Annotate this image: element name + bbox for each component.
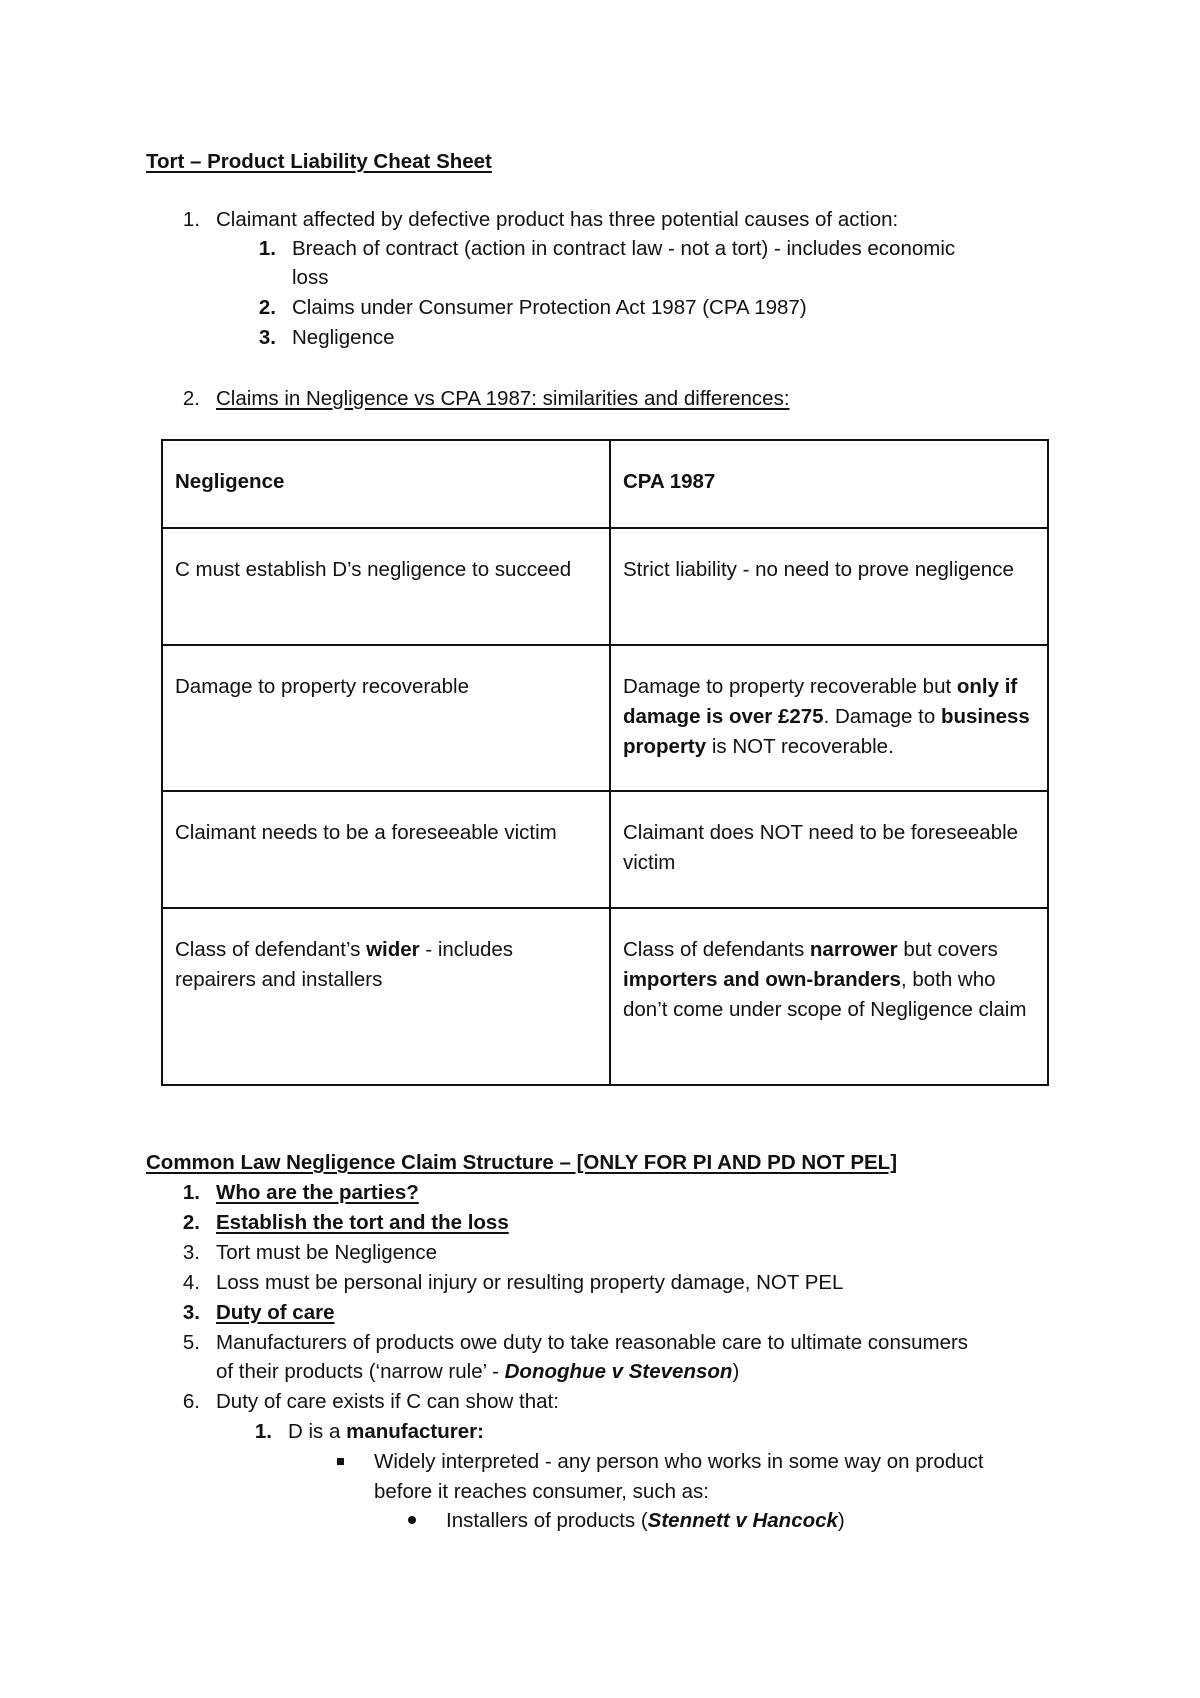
cell-negligence: Claimant needs to be a foreseeable victim: [162, 791, 610, 908]
cell-text: is NOT recoverable.: [706, 735, 894, 758]
structure-item-text: Manufacturers of products owe duty to take reasonable care to ultimate consumers: [216, 1331, 969, 1354]
sub-item-2-number: 2.: [258, 296, 276, 319]
cell-negligence: Damage to property recoverable: [162, 645, 610, 791]
section-2-text: Claims in Negligence vs CPA 1987: similarities and differences:: [216, 387, 790, 410]
structure-item-number: 3.: [182, 1241, 200, 1264]
structure-item-continuation: [216, 1357, 739, 1387]
sub-item-1-number: 1.: [258, 237, 276, 260]
sub-bullet-text: Installers of products (: [446, 1509, 648, 1532]
structure-item-text: Tort must be Negligence: [216, 1241, 438, 1264]
cell-negligence: [162, 908, 610, 1085]
sub-item-number: 1.: [254, 1420, 272, 1443]
cell-text: Class of defendant’s: [175, 938, 367, 961]
structure-item-number: 3.: [182, 1301, 200, 1324]
sub-item-2: [242, 293, 807, 323]
cell-text: Damage to property recoverable but: [623, 675, 957, 698]
comparison-table: [161, 439, 1049, 1086]
table-row: [162, 528, 1048, 645]
structure-item-text: Duty of care: [216, 1301, 335, 1324]
structure-sub-item: [238, 1417, 484, 1447]
structure-item: [166, 1328, 968, 1358]
structure-item-text: Who are the parties?: [216, 1181, 419, 1204]
header-cpa-1987: CPA 1987: [610, 440, 1048, 528]
cell-cpa: [610, 908, 1048, 1085]
bullet-item-line-2: before it reaches consumer, such as:: [374, 1480, 710, 1503]
continuation-text: ): [732, 1360, 740, 1383]
cell-text-bold: importers and own-branders: [623, 968, 901, 991]
sub-item-1-line-1: Breach of contract (action in contract law - not a tort) - includes economic: [292, 237, 956, 260]
structure-item-number: 1.: [182, 1181, 200, 1204]
cell-text: but covers: [897, 938, 998, 961]
cell-text-bold: business property: [623, 705, 1030, 758]
structure-item-number: 2.: [182, 1211, 200, 1234]
structure-item-text: Loss must be personal injury or resulting property damage, NOT PEL: [216, 1271, 844, 1294]
cell-text-bold: wider: [366, 938, 420, 961]
structure-item: [166, 1208, 509, 1238]
sub-item-text-bold: manufacturer:: [346, 1420, 484, 1443]
cell-text-bold: narrower: [809, 938, 898, 961]
section-1-text: Claimant affected by defective product has three potential causes of action:: [216, 208, 899, 231]
structure-item: [166, 1268, 843, 1298]
structure-item: [166, 1238, 437, 1268]
sub-item-3: [242, 323, 395, 353]
structure-item-number: 4.: [182, 1271, 200, 1294]
cell-cpa: Strict liability - no need to prove negligence: [610, 528, 1048, 645]
structure-item: [166, 1178, 419, 1208]
bullet-item: [337, 1447, 984, 1477]
table-row: [162, 908, 1048, 1085]
cell-text: - includes repairers and installers: [175, 938, 514, 991]
cell-text-bold: only if damage is over £275: [623, 675, 1018, 728]
continuation-text: of their products (‘narrow rule’ -: [216, 1360, 505, 1383]
case-name: Stennett v Hancock: [647, 1509, 838, 1532]
sub-item-3-text: Negligence: [292, 326, 395, 349]
sub-bullet-text: ): [837, 1509, 845, 1532]
structure-heading: Common Law Negligence Claim Structure – [ONLY FOR PI AND PD NOT PEL]: [146, 1151, 898, 1174]
section-2-number: 2.: [182, 387, 200, 410]
cell-negligence: C must establish D’s negligence to succeed: [162, 528, 610, 645]
sub-item-1-line-2: loss: [292, 266, 329, 289]
cell-text: Class of defendants: [623, 938, 810, 961]
sub-item-text: D is a: [288, 1420, 347, 1443]
structure-item-number: 5.: [182, 1331, 200, 1354]
section-1-number: 1.: [182, 208, 200, 231]
section-1: [170, 205, 898, 235]
structure-item: [166, 1387, 559, 1417]
structure-item-number: 6.: [182, 1390, 200, 1413]
page-title: Tort – Product Liability Cheat Sheet: [146, 150, 492, 173]
case-name: Donoghue v Stevenson: [504, 1360, 733, 1383]
header-negligence: Negligence: [162, 440, 610, 528]
cell-cpa: Claimant does NOT need to be foreseeable victim: [610, 791, 1048, 908]
sub-item-3-number: 3.: [258, 326, 276, 349]
table-row: [162, 645, 1048, 791]
cell-cpa: [610, 645, 1048, 791]
sub-bullet-item: [408, 1506, 845, 1536]
cell-text: . Damage to: [823, 705, 941, 728]
section-2: [170, 384, 790, 414]
structure-item-text: Establish the tort and the loss: [216, 1211, 509, 1234]
bullet-text: Widely interpreted - any person who works in some way on product: [374, 1450, 984, 1473]
table-row: [162, 791, 1048, 908]
table-header-row: [162, 440, 1048, 528]
structure-item: [166, 1298, 334, 1328]
square-bullet-icon: [337, 1458, 344, 1465]
sub-item-1: [242, 234, 955, 264]
round-bullet-icon: [408, 1516, 416, 1524]
structure-item-text: Duty of care exists if C can show that:: [216, 1390, 559, 1413]
cell-text: , both who don’t come under scope of Negligence claim: [623, 968, 1027, 1021]
sub-item-2-text: Claims under Consumer Protection Act 1987 (CPA 1987): [292, 296, 807, 319]
